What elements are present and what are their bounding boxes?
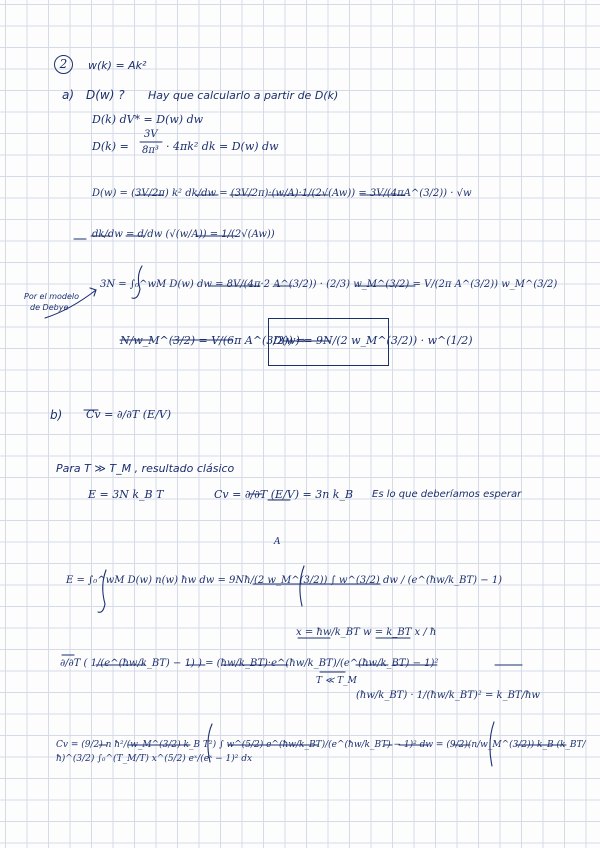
classical-comment: Es lo que deberíamos esperar — [372, 489, 522, 500]
part-a-label: a) — [62, 88, 75, 102]
debye-note-line-1: Por el modelo — [24, 292, 80, 301]
cv-final-expression: Cv = (9/2) n ħ²/(w_M^(3/2) k_B T²) ∫ w^(5/2) e^(ħw/k_BT)/(e^(ħw/k_BT) − 1)² dw = (9/2)(n/w_M^(3/2)) k_B (k_BT/ħ)^(3/2) ∫₀^(T_M/T) x^(5/2) eˣ/(eˣ − 1)² dx — [56, 740, 586, 764]
equation-dk-frac-num: 3V — [144, 129, 158, 140]
dispersion-relation: w(k) = Ak² — [88, 59, 147, 72]
cv-definition: Cv = ∂/∂T (E/V) — [86, 408, 172, 421]
equation-dk-lhs: D(k) = — [92, 140, 129, 153]
equation-dk-frac-den: 8π³ — [142, 145, 159, 156]
equation-dw: D(w) = (3V/2π) k² dk/dw = (3V/2π)·(w/A)·1/(2√(Aw)) = 3V/(4πA^(3/2)) · √w — [92, 188, 472, 199]
equation-3n-integral: 3N = ∫₀^wM D(w) dw = 8V/(4π·2 A^(3/2)) · (2/3) w_M^(3/2) = V/(2π A^(3/2)) w_M^(3/2) — [100, 279, 558, 290]
change-of-variable: x = ħw/k_BT w = k_BT x / ħ — [296, 627, 437, 638]
problem-number: 2 — [54, 55, 73, 74]
low-temperature-rhs: (ħw/k_BT) · 1/(ħw/k_BT)² = k_BT/ħw — [356, 690, 540, 701]
derivative-expression: ∂/∂T ( 1/(e^(ħw/k_BT) − 1) ) = (ħw/k_BT)·e^(ħw/k_BT)/(e^(ħw/k_BT) − 1)² — [60, 658, 439, 669]
cv-classical: Cv = ∂/∂T (E/V) = 3n k_B — [214, 488, 354, 501]
energy-classical: E = 3N k_B T — [88, 488, 164, 501]
equation-dk-dw: dk/dw = d/dw (√(w/A)) = 1/(2√(Aw)) — [92, 229, 275, 240]
equation-dk-dv: D(k) dV* = D(w) dw — [92, 113, 204, 126]
low-temperature-label: T ≪ T_M — [316, 676, 357, 686]
equation-n-over-wm: N/w_M^(3/2) = V/(6π A^(3/2)) ⇒ — [120, 334, 306, 347]
energy-integral: E = ∫₀^wM D(w) n(w) ħw dw = 9Nħ/(2 w_M^(3/2)) ∫ w^(3/2) dw / (e^(ħw/k_BT) − 1) — [66, 575, 503, 586]
part-a-instruction: Hay que calcularlo a partir de D(k) — [148, 89, 339, 102]
debye-note-line-2: de Debye — [30, 303, 69, 312]
part-b-label: b) — [50, 408, 63, 422]
part-a-question: D(w) ? — [86, 88, 125, 102]
classical-intro: Para T ≫ T_M , resultado clásico — [56, 462, 235, 475]
note-a: A — [274, 537, 281, 547]
equation-dk-rest: · 4πk² dk = D(w) dw — [166, 140, 279, 153]
result-dw: D(w) = 9N/(2 w_M^(3/2)) · w^(1/2) — [273, 334, 473, 347]
